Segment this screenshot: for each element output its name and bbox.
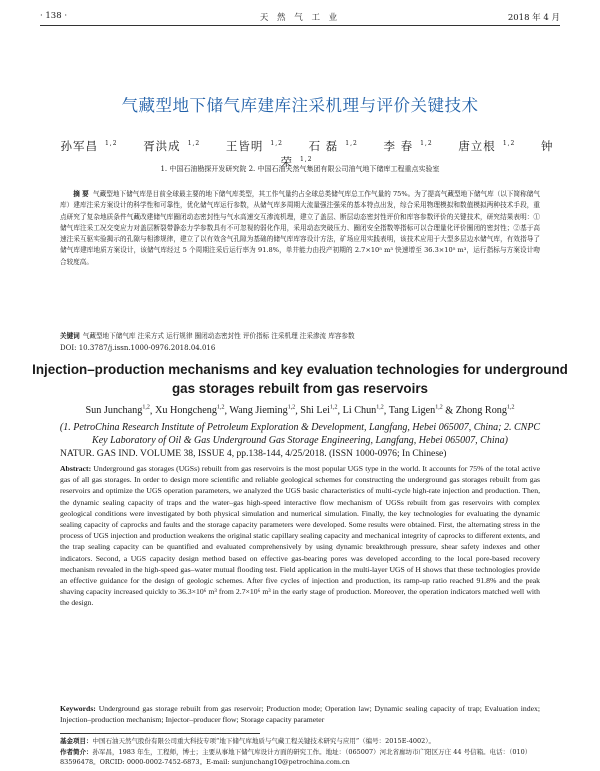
author: 王皆明 $^{1,2}$ — [225, 139, 283, 153]
chinese-abstract — [60, 189, 540, 268]
author-note: 作者简介：孙军昌，1983 年生，工程师，博士；主要从事地下储气库设计方面的研究工作。地址：（065007）河北省廊坊市广阳区万庄 44 号信箱。电话：（010）83596478。ORCID: 0000-0002-7452-6873。E-mail: sunjunchang10@petrochina.com.cn — [60, 747, 532, 766]
abstract-text: 气藏型地下储气库是目前全球最主要的地下储气库类型，其工作气量约占全球总类储气库总工作气量的 75%。为了提高气藏型地下储气库（以下简称储气库）建库注采方案设计的科学性和可靠性，优化储气库运行参数，从储气库多周期大流量强注强采的基本特点出发，综合采用物理模拟和数值模拟两种技术手段，重点研究了复杂地质条件气藏改建储气库圈闭动态密封性与气水高速交互渗流机理，建立了盖层、断层动态密封性评价和库容参数评价的关键技术，研究结果表明：①储气库注采工况交变应力对盖层断裂带静态力学参数具有不可忽视的弱化作用，采用动态突破压力、圈闭安全指数等指标可以合理量化评价圈闭的密封性；②基于高速注采互驱实验揭示的孔隙与相渗规律，建立了以有效含气孔隙为基础的储气库库容设计方法，矿场应用实践表明，该技术应用于大型多层边水储气库，有效指导了储气库建库地质方案设计，该储气库经过 5 个周期注采后运行率为 91.8%，单井能力由投产初期的 2.7×10⁵ m³ 快速增至 36.3×10⁵ m³，运行指标与方案设计吻合较度高。 — [60, 190, 540, 266]
keywords-text: 气藏型地下储气库 注采方式 运行规律 圈闭动态密封性 评价指标 注采机理 注采渗流 库容参数 — [82, 332, 355, 340]
chinese-keywords — [60, 331, 540, 342]
keywords-label: Keywords: — [60, 704, 96, 713]
issue-date: 2018 年 4 月 — [507, 13, 560, 23]
english-keywords — [60, 703, 540, 725]
english-title: Injection–production mechanisms and key evaluation technologies for underground gas storages rebuilt from gas reservoirs — [32, 362, 568, 396]
keywords-text: Underground gas storage rebuilt from gas reservoir; Production mode; Operation law; Dynamic sealing capacity of trap; Evaluation index; Injection–production mechanism; Injector–producer flow; Storage capacity parameter — [60, 704, 540, 725]
author: 唐立根 $^{1,2}$ — [458, 139, 516, 153]
abstract-label: 摘 要 — [73, 190, 89, 198]
doi: DOI: 10.3787/j.issn.1000-0976.2018.04.016 — [60, 344, 216, 352]
author: Sun Junchang$^{1,2}$ — [85, 405, 150, 417]
english-affiliation: (1. PetroChina Research Institute of Petroleum Exploration & Development, Langfang, Hebei 065007, China; 2. CNPC Key Laboratory of Oil & Gas Underground Gas Storage Engineering, Langfang, Hebei 065007, China) — [59, 422, 541, 446]
author: 孙军昌 $^{1,2}$ — [60, 139, 118, 153]
page-number: · 138 · — [40, 11, 68, 21]
english-abstract — [60, 463, 540, 609]
citation-line: NATUR. GAS IND. VOLUME 38, ISSUE 4, pp.138-144, 4/25/2018. (ISSN 1000-0976; In Chinese) — [60, 448, 447, 459]
running-header — [40, 9, 560, 26]
fund-note: 基金项目：中国石油天然气股份有限公司重大科技专项“地下储气库地质与气藏工程关键技术研究与应用”（编号：2015E-4002）。 — [60, 737, 436, 745]
author: 胥洪成 $^{1,2}$ — [143, 139, 201, 153]
author: 石 磊 $^{1,2}$ — [308, 139, 358, 153]
author: Li Chun$^{1,2}$ — [342, 405, 384, 417]
chinese-affiliation: 1. 中国石油勘探开发研究院 2. 中国石油天然气集团有限公司油气地下储库工程重点实验室 — [160, 165, 440, 173]
chinese-title: 气藏型地下储气库建库注采机理与评价关键技术 — [121, 96, 479, 115]
author: Xu Hongcheng$^{1,2}$ — [154, 405, 225, 417]
footnote-divider — [60, 733, 260, 734]
author: Shi Lei$^{1,2}$ — [300, 405, 338, 417]
abstract-text: Underground gas storages (UGSs) rebuilt from gas reservoirs is the most popular UGS type in the world. It accounts for 75% of the total active gas of all gas storages. In order to design more scientific and reliable geological schemes for constructing the underground gas storages rebuilt from gas reservoirs and optimize the UGS operation parameters, we analyzed the UGS basic characteristics of multi-cycle high-rate injection and production. Then, the dynamic sealing capacity of traps and the water–gas high-speed interactive flow mechanism of UGSs rebuilt from gas reservoirs with complex geological conditions were investigated by both physical simulation and numerical simulation. Finally, the key technologies for evaluating the dynamic sealing capacity of caprocks and faults and the storage capacity parameters were developed. Some results were obtained. First, the alternating stress in the process of UGS injection and production weakens the original static capillary sealing capacity and mechanical integrity of caprocks to different extents, and the trap sealing capacity can be quantified and evaluated comprehensively by using dynamic breakthrough pressure, shear safety indexes and other indicators. Second, a UGS capacity design method based on effective gas-bearing pores was developed according to the local pore-based recovery mechanism revealed in the high-speed gas–water mutual flooding test. Field application in the multi-layer UGS of H shows that these technologies provide an effective guidance for the design of geologic schemes. After five cycles of injection and production, its ramp-up ratio reached 91.8% and the peak shaving capacity increased quickly to 36.3×10⁶ m³ from 2.7×10⁶ m³ in the early stage of production. Moreover, the operation indicators matched well with the design. — [60, 464, 540, 608]
author: Zhong Rong$^{1,2}$ — [455, 405, 515, 417]
author: 钟 荣 $^{1,2}$ — [280, 139, 554, 169]
journal-name: 天 然 气 工 业 — [259, 13, 341, 23]
author: 李 春 $^{1,2}$ — [383, 139, 433, 153]
footnote — [60, 736, 560, 768]
author: Tang Ligen$^{1,2}$ — [388, 405, 443, 417]
abstract-label: Abstract: — [60, 464, 92, 473]
english-authors: Sun Junchang$^{1,2}$, Xu Hongcheng$^{1,2}$, Wang Jieming$^{1,2}$, Shi Lei$^{1,2}$, Li Chun$^{1,2}$, Tang Ligen$^{1,2}$ & Zhong Rong$^{1,2}$ — [85, 405, 515, 417]
keywords-label: 关键词 — [60, 332, 80, 340]
author: Wang Jieming$^{1,2}$ — [229, 405, 296, 417]
